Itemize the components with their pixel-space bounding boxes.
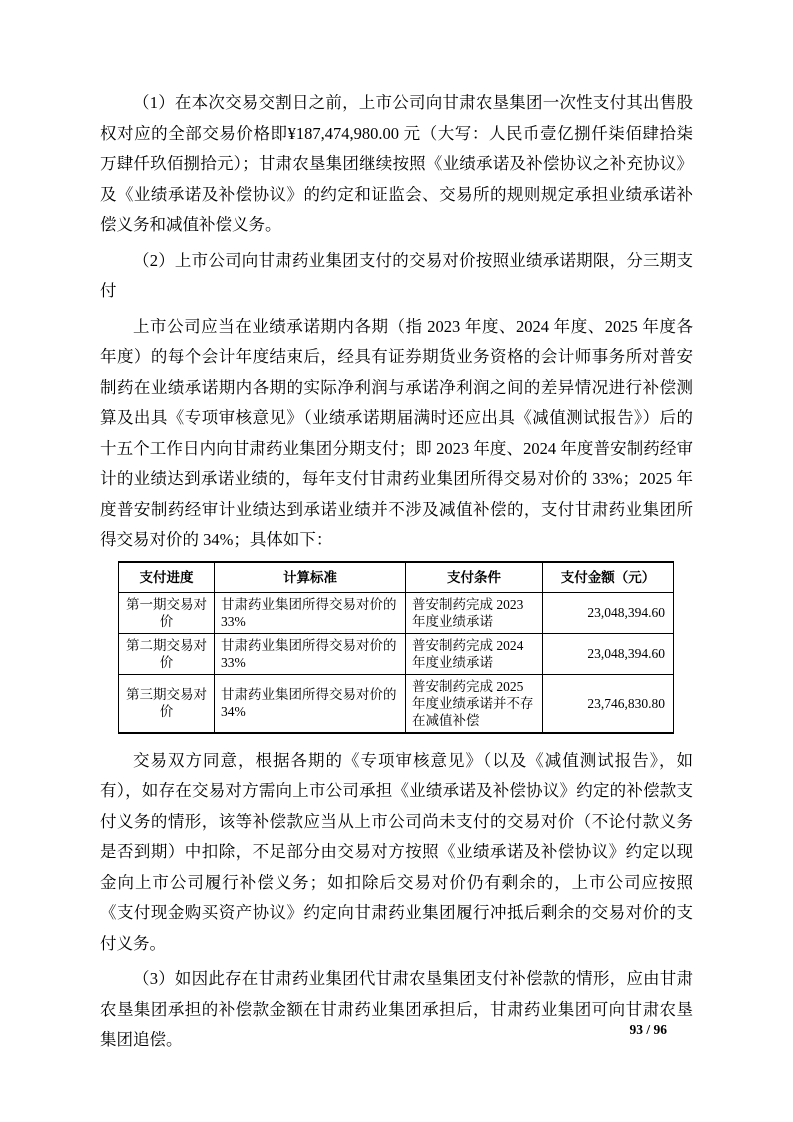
cell-progress-3: 第三期交易对价: [119, 674, 215, 733]
table-row: [119, 592, 674, 633]
cell-amount-3: 23,746,830.80: [543, 674, 674, 733]
cell-standard-1: 甘肃药业集团所得交易对价的 33%: [215, 592, 406, 633]
table-row: [119, 674, 674, 733]
paragraph-payment-3: （3）如因此存在甘肃药业集团代甘肃农垦集团支付补偿款的情形，应由甘肃农垦集团承担的补偿款金额在甘肃药业集团承担后，甘肃药业集团可向甘肃农垦集团追偿。: [100, 969, 693, 1049]
cell-condition-3: 普安制药完成 2025 年度业绩承诺并不存在减值补偿: [406, 674, 543, 733]
paragraph-payment-2: （2）上市公司向甘肃药业集团支付的交易对价按照业绩承诺期限，分三期支付: [100, 250, 693, 300]
document-content: [100, 88, 693, 1061]
paragraph-payment-1: （1）在本次交易交割日之前，上市公司向甘肃农垦集团一次性支付其出售股权对应的全部交易价格即¥187,474,980.00 元（大写：人民币壹亿捌仟柒佰肆拾柒万肆仟玖佰捌拾元）；甘肃农垦集团继续按照《业绩承诺及补偿协议之补充协议》及《业绩承诺及补偿协议》的约定和证监会、交易所的规则规定承担业绩承诺补偿义务和减值补偿义务。: [100, 93, 693, 234]
table-row: [119, 633, 674, 674]
cell-standard-3: 甘肃药业集团所得交易对价的 34%: [215, 674, 406, 733]
cell-condition-2: 普安制药完成 2024 年度业绩承诺: [406, 633, 543, 674]
header-payment-condition: 支付条件: [406, 562, 543, 593]
header-calculation-standard: 计算标准: [215, 562, 406, 593]
cell-amount-1: 23,048,394.60: [543, 592, 674, 633]
paragraph-performance-commitment: 上市公司应当在业绩承诺期内各期（指 2023 年度、2024 年度、2025 年度各年度）的每个会计年度结束后，经具有证券期货业务资格的会计师事务所对普安制药在业绩承诺期内各期的实际净利润与承诺净利润之间的差异情况进行补偿测算及出具《专项审核意见》（业绩承诺期届满时还应出具《减值测试报告》）后的十五个工作日内向甘肃药业集团分期支付；即 2023 年度、2024 年度普安制药经审计的业绩达到承诺业绩的，每年支付甘肃药业集团所得交易对价的 33%；2025 年度普安制药经审计业绩达到承诺业绩并不涉及减值补偿的，支付甘肃药业集团所得交易对价的 34%；具体如下：: [100, 316, 694, 549]
cell-standard-2: 甘肃药业集团所得交易对价的 33%: [215, 633, 406, 674]
page-number: 93 / 96: [629, 1022, 667, 1037]
header-payment-progress: 支付进度: [119, 562, 215, 593]
cell-progress-1: 第一期交易对价: [119, 592, 215, 633]
cell-progress-2: 第二期交易对价: [119, 633, 215, 674]
table-header-row: [119, 562, 674, 593]
payment-schedule-table: [118, 561, 674, 734]
paragraph-compensation-offset: 交易双方同意，根据各期的《专项审核意见》（以及《减值测试报告》，如有），如存在交易对方需向上市公司承担《业绩承诺及补偿协议》约定的补偿款支付义务的情形，该等补偿款应当从上市公司尚未支付的交易对价（不论付款义务是否到期）中扣除，不足部分由交易对方按照《业绩承诺及补偿协议》约定以现金向上市公司履行补偿义务；如扣除后交易对价仍有剩余的，上市公司应按照《支付现金购买资产协议》约定向甘肃药业集团履行冲抵后剩余的交易对价的支付义务。: [100, 750, 693, 953]
header-payment-amount: 支付金额（元）: [543, 562, 674, 593]
cell-amount-2: 23,048,394.60: [543, 633, 674, 674]
cell-condition-1: 普安制药完成 2023 年度业绩承诺: [406, 592, 543, 633]
